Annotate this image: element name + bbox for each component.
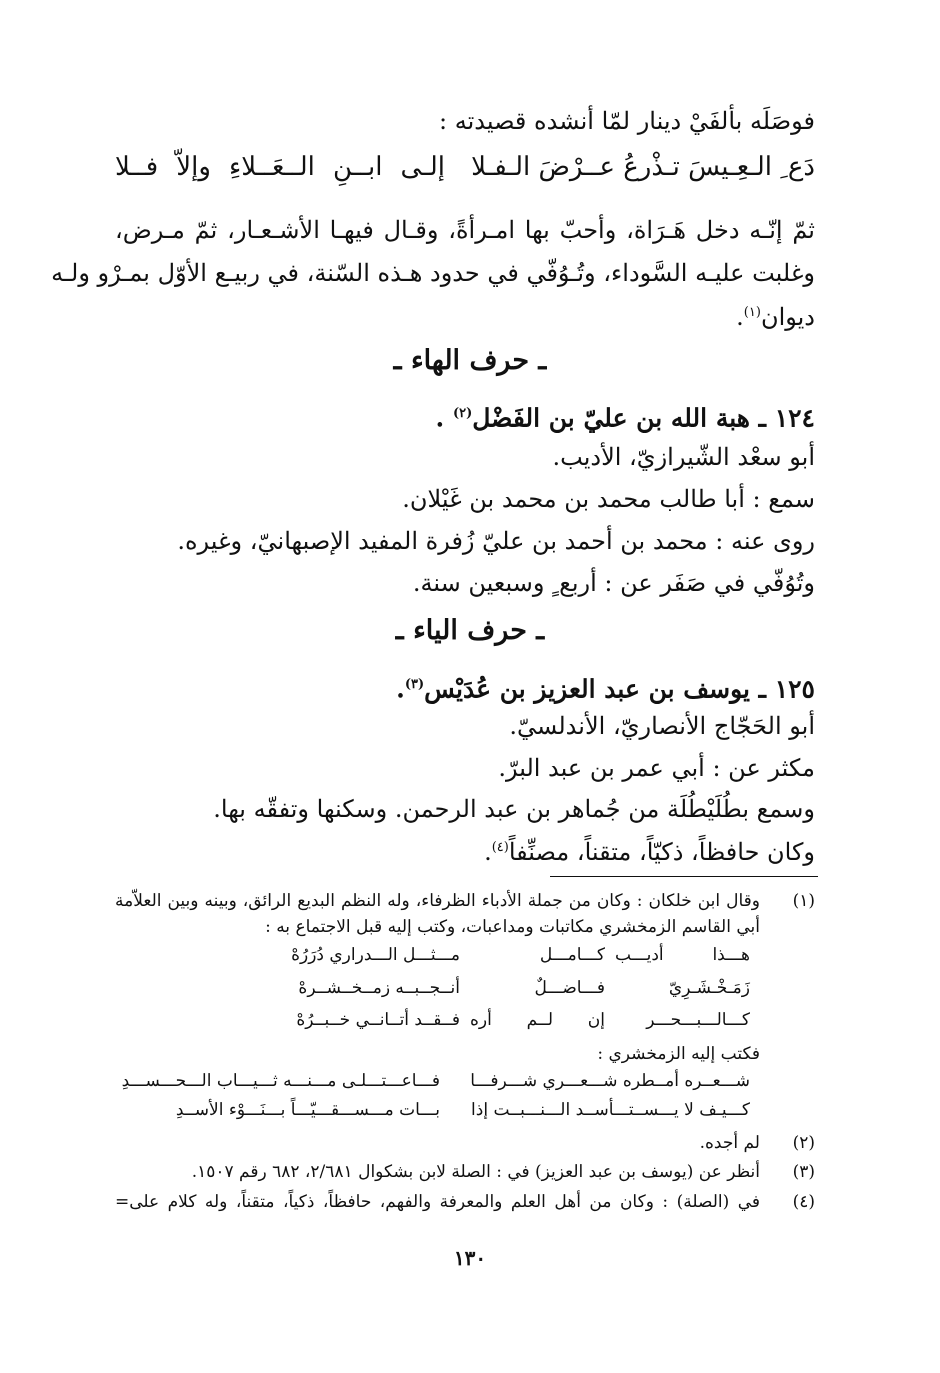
verse-cell: إن لــم أره [470,1010,605,1030]
footnote-number: (٤) [792,1192,815,1212]
page-number: ١٣٠ [453,1246,487,1270]
text-fragment: . [396,674,405,704]
footnote-line: وقال ابن خلكان : وكان من جملة الأدباء الظرفاء، وله النظم البديع الرائق، وبينه وبين العلاّمة [115,891,760,911]
verse-first-hemistich: دَع ِ الـعِـيسَ تـذْرعُ عــرْضَ الـفـلا [471,152,815,182]
section-heading-ha: ـ حرف الهاء ـ [393,345,547,376]
text-fragment: . [484,838,492,866]
text-line [115,296,815,334]
footnote-marker: (٢) [452,406,473,421]
verse-cell: كـــالـــبـــحـــر [646,1010,750,1030]
verse-cell: فــقــد أتــانــي خــبــرُهْ [296,1010,460,1030]
verse-row [190,978,750,1004]
text-fragment: وكان حافظاً، ذكيّاً، متقناً، مصنِّفاً [508,838,815,866]
text-fragment: . [435,403,453,433]
verse-row [190,1010,750,1036]
verse-cell: كـــامـــل [539,945,605,965]
entry-title [115,668,815,706]
footnote-marker: (٤) [491,840,509,855]
text-line: وغلبت عليـه السَّوداء، وتُـوُفّي في حدود هـذه السّنة، في ربيـع الأوّل بمـرْو ولـه [51,259,815,287]
text-fragment: . [736,303,744,331]
footnote-line: أنظر عن (يوسف بن عبد العزيز) في : الصلة لابن بشكوال ٢/٦٨١، ٦٨٢ رقم ١٥٠٧. [191,1162,760,1182]
entry-124-title: ١٢٤ ـ هبة الله بن عليّ بن الفَضْل [472,403,815,433]
text-line: فوصَلَه بألفَيْ دينار لمّا أنشده قصيدته : [439,107,815,135]
verse-row [190,945,750,971]
text-line: ثمّ إنّـه دخل هَـرَاة، وأحبّ بها امـرأةً، وقـال فيهـا الأشـعـار، ثمّ مـرض، [115,216,815,244]
verse-cell: زَمَـخْـشَـرِيّ [668,978,750,998]
poem-row [121,1071,750,1097]
entry-125-title: ١٢٥ ـ يوسف بن عبد العزيز بن عُدَيْس [424,674,815,704]
poem-second-hemistich: بـــات مـــســـقـــيّـــاً بـــنَـــوْء الأســدِ [175,1100,440,1120]
text-fragment: ديوان [760,303,815,331]
text-line: سمع : أبا طالب محمد بن محمد بن غَيْلان. [402,485,815,513]
footnote-number: (٣) [792,1162,815,1182]
verse-second-hemistich: إلـى ابــنِ الــعَــلاءِ وإلاّ فــلا [115,152,445,182]
footnote-marker: (٣) [404,677,425,692]
verse-cell: هـــذا أديـــب [615,945,750,965]
text-line: أبو الحَجّاج الأنصاريّ، الأندلسيّ. [509,712,815,740]
verse-line [115,152,815,192]
verse-cell: فـــاضـــلٌ [534,978,605,998]
text-line: روى عنه : محمد بن أحمد بن عليّ زُفرة المفيد الإصبهانيّ، وغيره. [177,527,815,555]
footnote-number: (١) [792,891,815,911]
footnote-line: أبي القاسم الزمخشري مكاتبات ومداعبات، وكتب إليه قبل الاجتماع به : [265,917,760,937]
text-line: أبو سعْد الشّيرازيّ، الأديب. [552,443,815,471]
footnote-marker: (١) [743,305,761,320]
entry-title [115,397,815,435]
text-line: وتُوُفّي في صَفَر عن : أربع ٍ وسبعين سنة. [412,569,815,597]
text-line [115,831,815,869]
footnote-line: فكتب إليه الزمخشري : [597,1044,760,1064]
text-line: مكثر عن : أبي عمر بن عبد البرّ. [498,754,815,782]
footnote-number: (٢) [792,1133,815,1153]
footnote-line: لم أجده. [699,1133,760,1153]
poem-row [175,1100,750,1126]
section-heading-ya: ـ حرف الياء ـ [395,615,545,646]
poem-first-hemistich: كـــيـف لا يـــســتـــأســد الـــنـــبــت إذا [471,1100,750,1120]
poem-first-hemistich: شـــعــره أمــطره شـــعـــري شـــرفـــا [470,1071,750,1091]
poem-second-hemistich: فـــاعـــتـــلـى مـــنـــه ثـــيـــاب الـــحـــســـدِ [121,1071,440,1091]
verse-cell: أنــجــبــه زمــخــشــرهْ [298,978,460,998]
footnote-line: في (الصلة) : وكان من أهل العلم والمعرفة والفهم، حافظاً، ذكياً، متقناً، وله كلام على= [115,1192,760,1212]
text-line: وسمع بطُلَيْطُلَة من جُماهر بن عبد الرحمن. وسكنها وتفقّه بها. [213,795,815,823]
footnote-separator [550,876,818,877]
verse-cell: مـــثـــل الـــدراري دُرَرُهْ [291,945,460,965]
